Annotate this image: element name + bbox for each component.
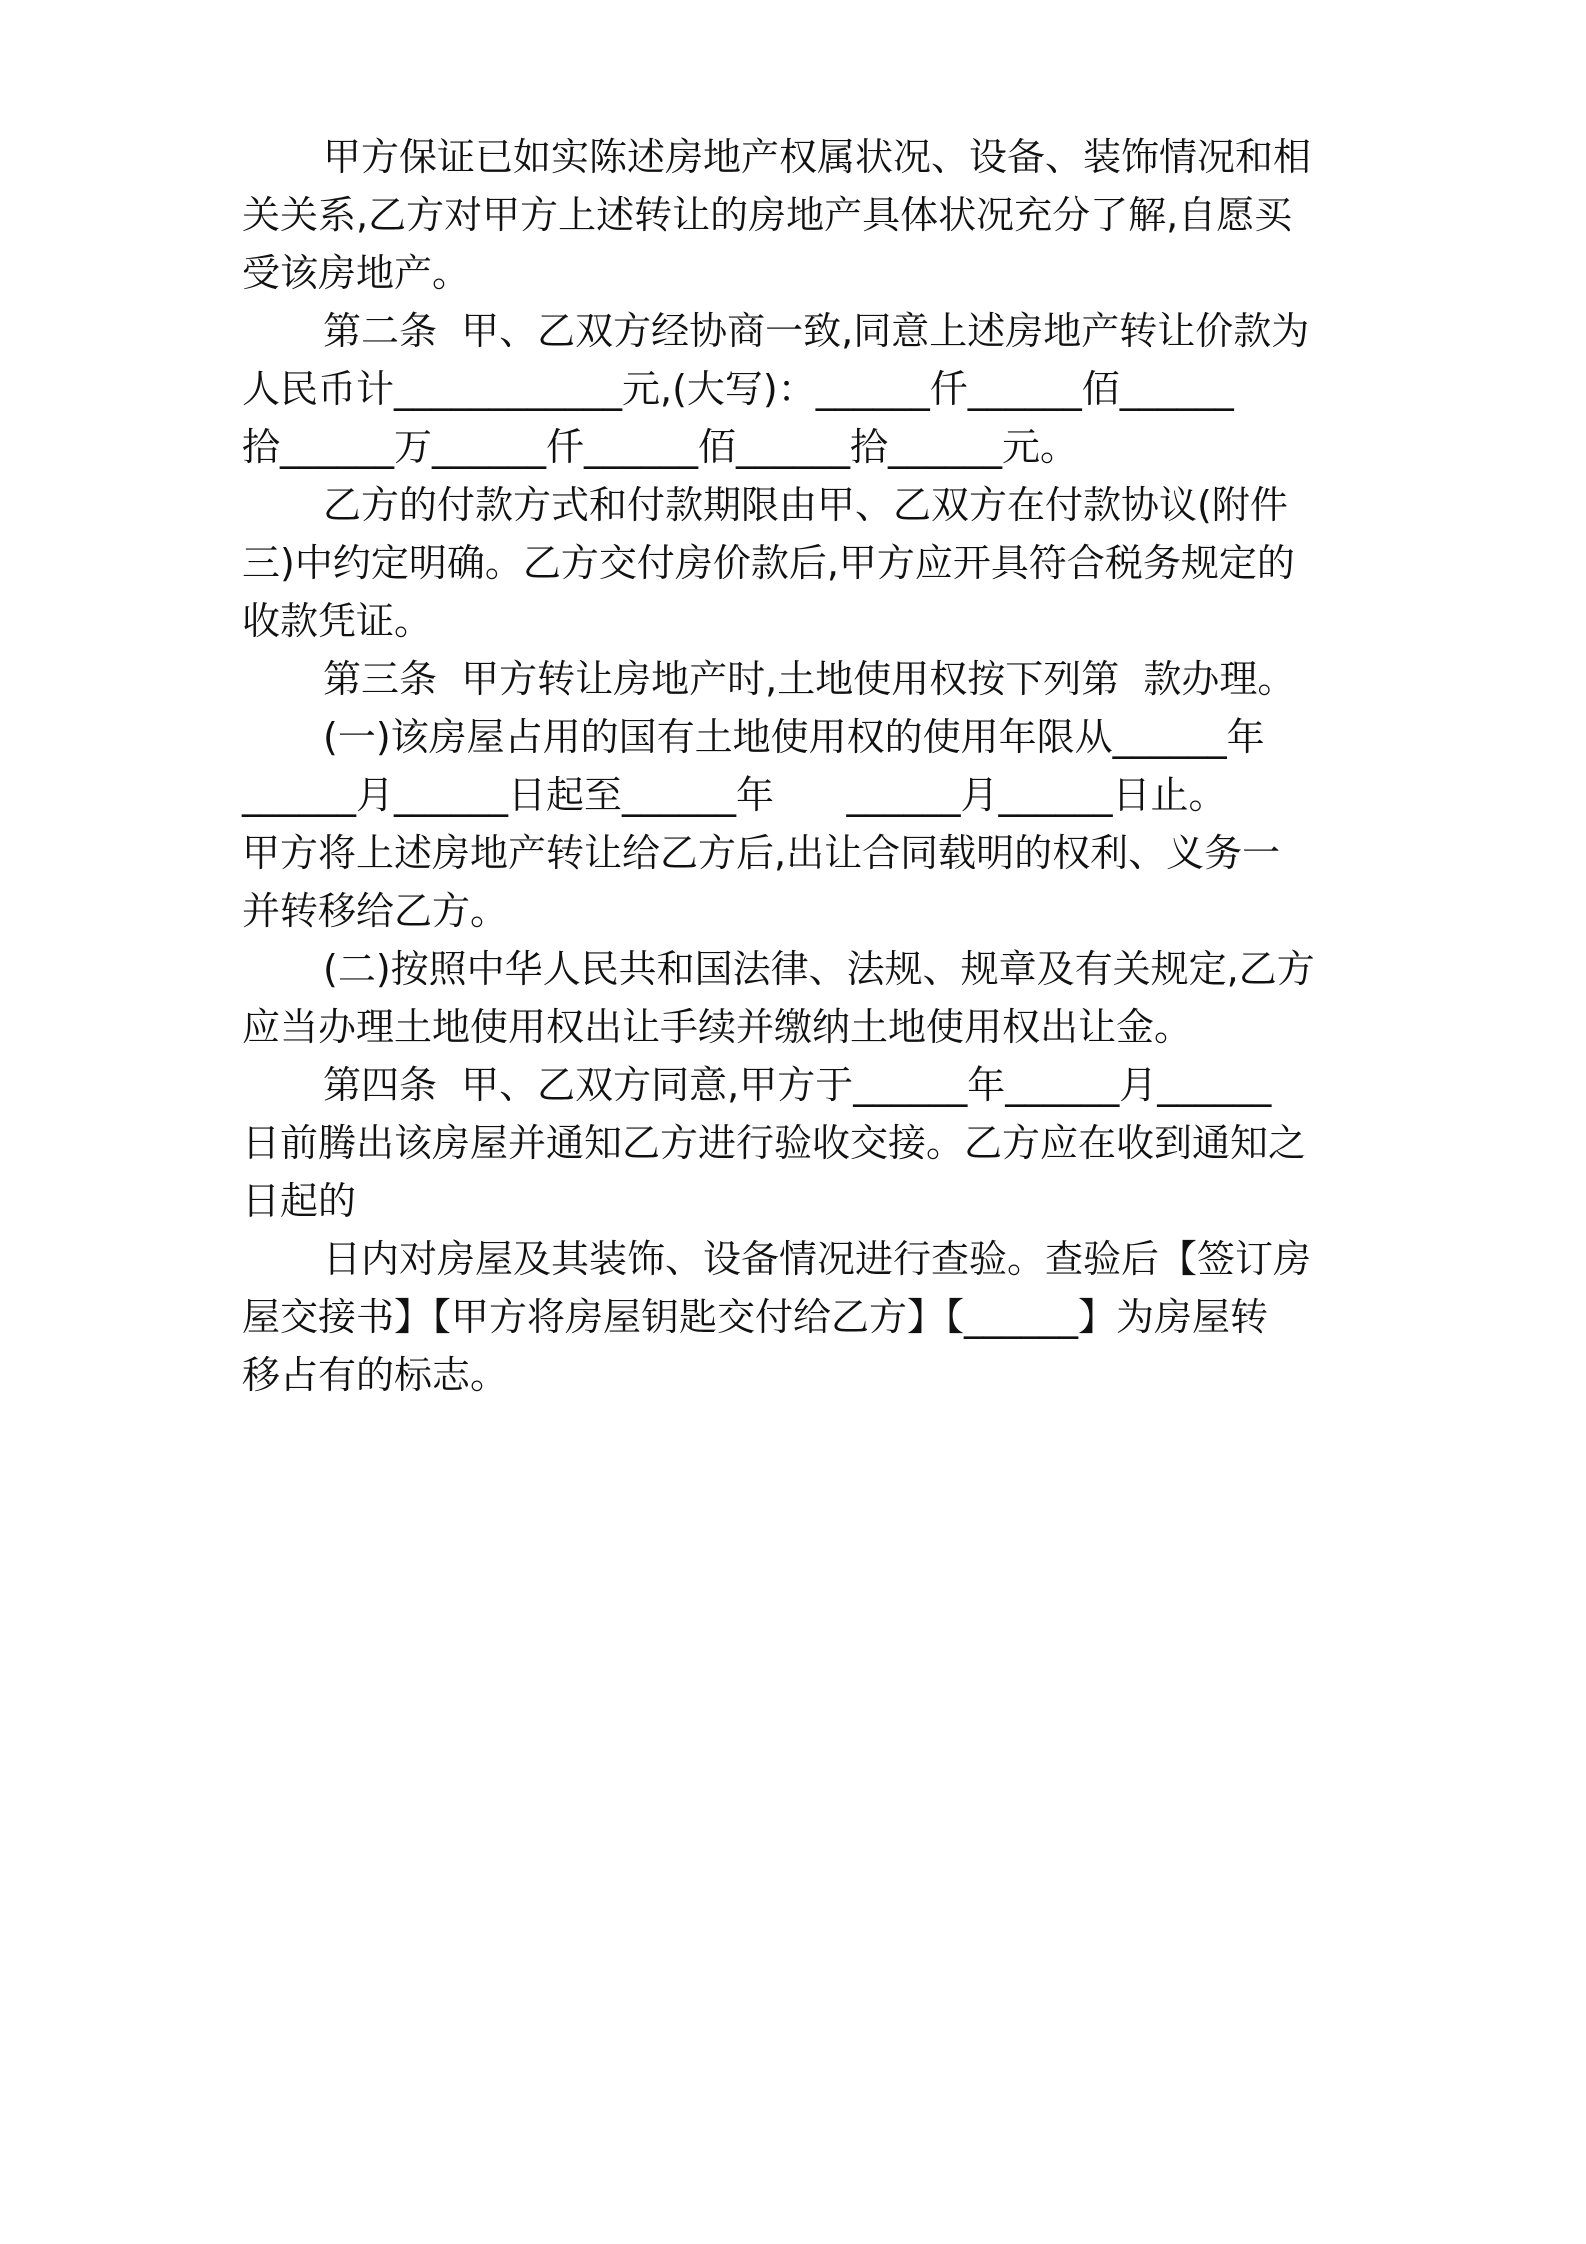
article-3-line-1: 第三条 甲方转让房地产时,土地使用权按下列第 款办理。 (323, 657, 1296, 701)
clause-1-line-1: (一)该房屋占用的国有土地使用权的使用年限从______年 (323, 715, 1265, 759)
article-4-line-3: 日起的 (242, 1179, 357, 1223)
clause-1-line-4: 并转移给乙方。 (242, 889, 509, 933)
article-4-line-1: 第四条 甲、乙双方同意,甲方于______年______月______ (323, 1063, 1272, 1107)
clause-2-line-2: 应当办理土地使用权出让手续并缴纳土地使用权出让金。 (242, 1005, 1193, 1049)
article-2-line-2: 人民币计____________元,(大写)：______仟______佰______ (242, 367, 1234, 411)
paragraph-1-line-3: 受该房地产。 (242, 251, 471, 295)
paragraph-1-line-2: 关关系,乙方对甲方上述转让的房地产具体状况充分了解,自愿买 (242, 193, 1293, 237)
inspection-paragraph-line-1: 日内对房屋及其装饰、设备情况进行查验。查验后【签订房 (323, 1237, 1312, 1281)
clause-1-line-2: ______月______日起至______年 ______月______日止。 (242, 773, 1227, 817)
article-2-line-3: 拾______万______仟______佰______拾______元。 (242, 425, 1079, 469)
clause-1-line-3: 甲方将上述房地产转让给乙方后,出让合同载明的权利、义务一 (242, 831, 1281, 875)
clause-2-line-1: (二)按照中华人民共和国法律、法规、规章及有关规定,乙方 (323, 947, 1315, 991)
article-2-line-1: 第二条 甲、乙双方经协商一致,同意上述房地产转让价款为 (323, 309, 1310, 353)
inspection-paragraph-line-2: 屋交接书】【甲方将房屋钥匙交付给乙方】【______】为房屋转 (242, 1295, 1269, 1339)
payment-paragraph-line-3: 收款凭证。 (242, 599, 433, 643)
payment-paragraph-line-1: 乙方的付款方式和付款期限由甲、乙双方在付款协议(附件 (323, 483, 1288, 527)
payment-paragraph-line-2: 三)中约定明确。乙方交付房价款后,甲方应开具符合税务规定的 (242, 541, 1295, 585)
inspection-paragraph-line-3: 移占有的标志。 (242, 1353, 509, 1397)
paragraph-1-line-1: 甲方保证已如实陈述房地产权属状况、设备、装饰情况和相 (323, 135, 1312, 179)
article-4-line-2: 日前腾出该房屋并通知乙方进行验收交接。乙方应在收到通知之 (242, 1121, 1307, 1165)
